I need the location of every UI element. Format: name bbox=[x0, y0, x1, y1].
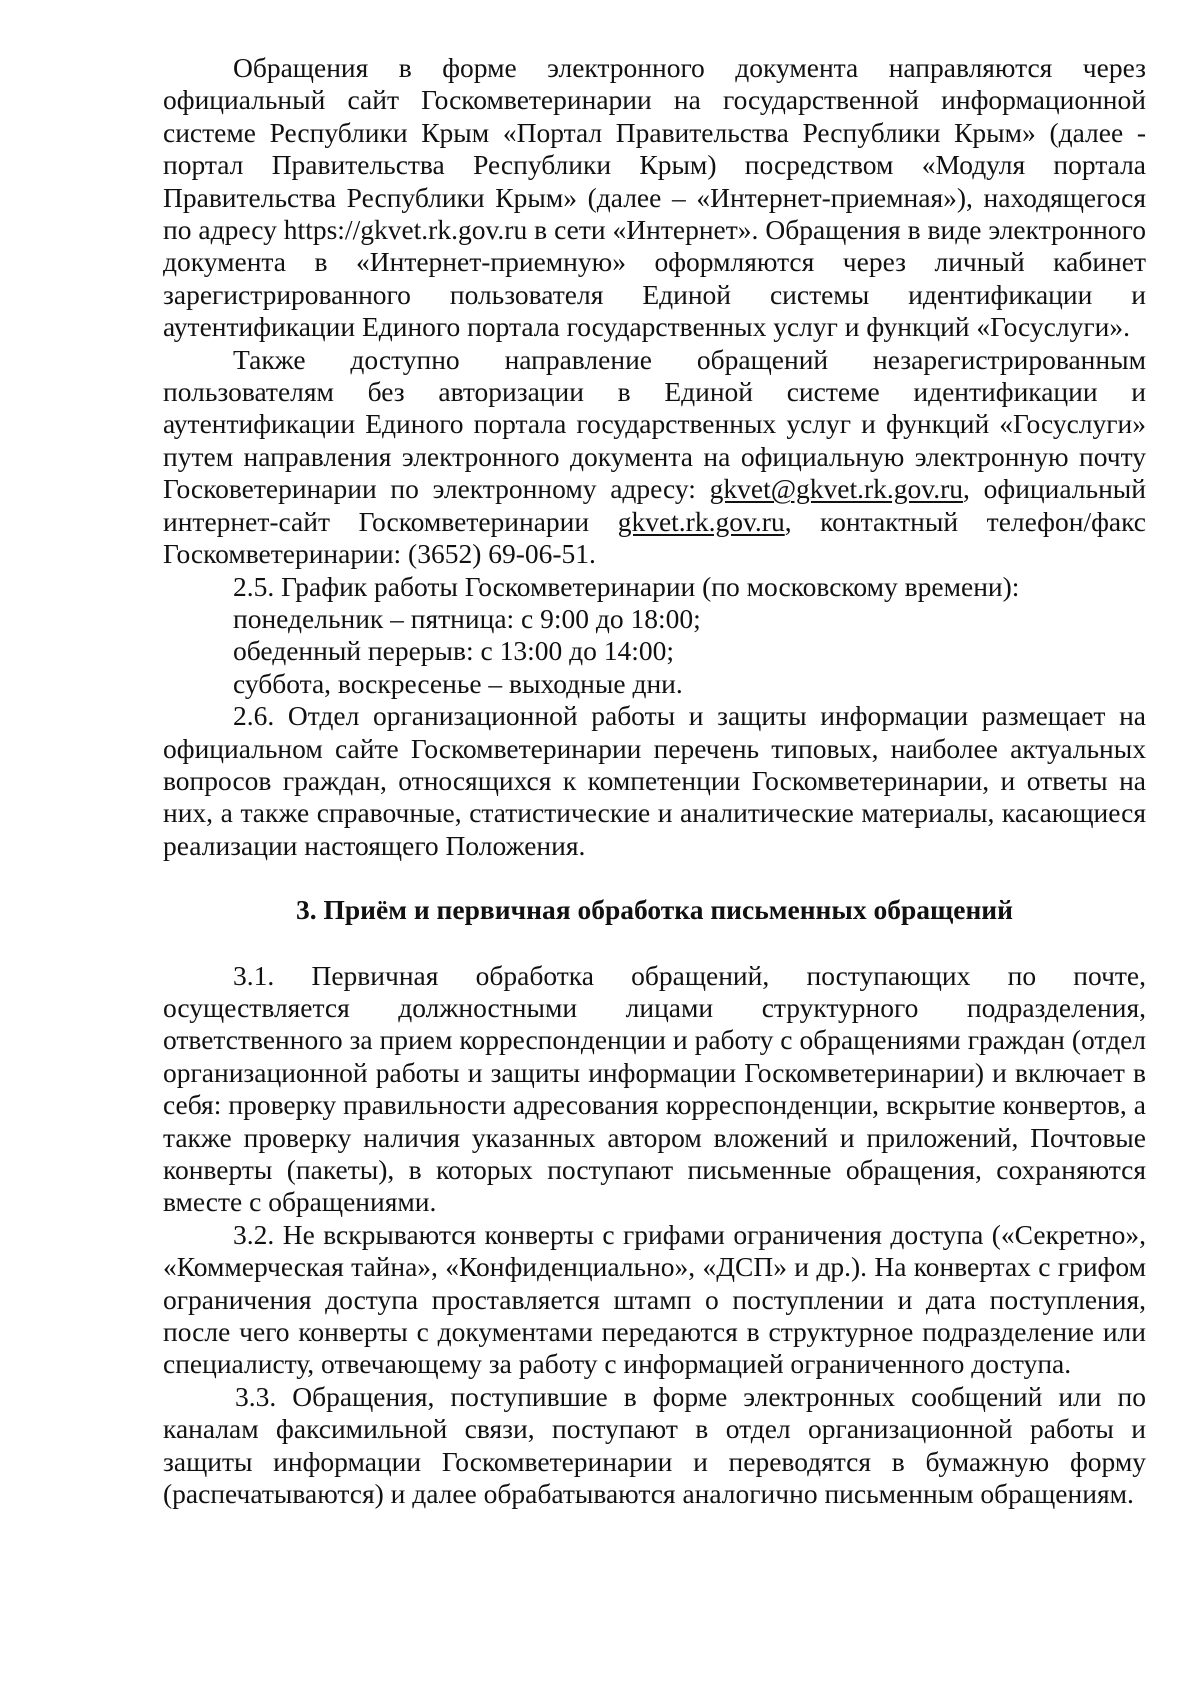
paragraph-unregistered-users bbox=[163, 344, 1146, 571]
paragraph-3-2: 3.2. Не вскрываются конверты с грифами ограничения доступа («Секретно», «Коммерческая тайна», «Конфиденциально», «ДСП» и др.). На конвертах с грифом ограничения доступа проставляется штамп о поступлении и дата поступления, после чего конверты с документами передаются в структурное подразделение или специалисту, отвечающему за работу с информацией ограниченного доступа. bbox=[163, 1218, 1146, 1380]
paragraph-phone-text: , контактный телефон/факс Госкомветеринарии: (3652) 69-06-51. bbox=[163, 505, 1146, 570]
schedule-weekend: суббота, воскресенье – выходные дни. bbox=[233, 667, 683, 699]
paragraph-2-6: 2.6. Отдел организационной работы и защиты информации размещает на официальном сайте Госкомветеринарии перечень типовых, наиболее актуальных вопросов граждан, относящихся к компетенции Госкомветеринарии, и ответы на них, а также справочные, статистические и аналитические материалы, касающиеся реализации настоящего Положения. bbox=[163, 700, 1146, 861]
schedule-title: 2.5. График работы Госкомветеринарии (по московскому времени): bbox=[233, 570, 1020, 602]
schedule-lunch: обеденный перерыв: с 13:00 до 14:00; bbox=[233, 635, 675, 667]
schedule-weekdays: понедельник – пятница: с 9:00 до 18:00; bbox=[233, 602, 701, 634]
section-3-title: 3. Приём и первичная обработка письменных обращений bbox=[295, 894, 1013, 926]
document-page bbox=[163, 52, 1146, 1510]
paragraph-unregistered-text: Также доступно направление обращений незарегистрированным пользователям без авторизации в Единой системе идентификации и аутентификации Единого портала государственных услуг и функций «Госуслуги» путем направления электронного документа на официальную электронную почту Госковетеринарии по электронному адресу: bbox=[163, 343, 1146, 505]
paragraph-electronic-appeals: Обращения в форме электронного документа направляются через официальный сайт Госкомветеринарии на государственной информационной системе Республики Крым «Портал Правительства Республики Крым» (далее - портал Правительства Республики Крым) посредством «Модуля портала Правительства Республики Крым» (далее – «Интернет-приемная»), находящегося по адресу https://gkvet.rk.gov.ru в сети «Интернет». Обращения в виде электронного документа в «Интернет-приемную» оформляются через личный кабинет зарегистрированного пользователя Единой системы идентификации и аутентификации Единого портала государственных услуг и функций «Госуслуги». bbox=[163, 52, 1146, 343]
paragraph-3-1: 3.1. Первичная обработка обращений, поступающих по почте, осуществляется должностными лицами структурного подразделения, ответственного за прием корреспонденции и работу с обращениями граждан (отдел организационной работы и защиты информации Госкомветеринарии) и включает в себя: проверку правильности адресования корреспонденции, вскрытие конвертов, а также проверку наличия указанных автором вложений и приложений, Почтовые конверты (пакеты), в которых поступают письменные обращения, сохраняются вместе с обращениями. bbox=[163, 959, 1146, 1218]
email-link[interactable]: gkvet@gkvet.rk.gov.ru bbox=[709, 473, 964, 505]
paragraph-3-3: 3.3. Обращения, поступившие в форме электронных сообщений или по каналам факсимильной связи, поступают в отдел организационной работы и защиты информации Госкомветеринарии и переводятся в бумажную форму (распечатываются) и далее обрабатываются аналогично письменным обращениям. bbox=[163, 1380, 1146, 1510]
website-link[interactable]: gkvet.rk.gov.ru bbox=[617, 505, 785, 537]
paragraph-site-text: , официальный интернет-сайт Госкомветеринарии bbox=[163, 473, 1146, 537]
